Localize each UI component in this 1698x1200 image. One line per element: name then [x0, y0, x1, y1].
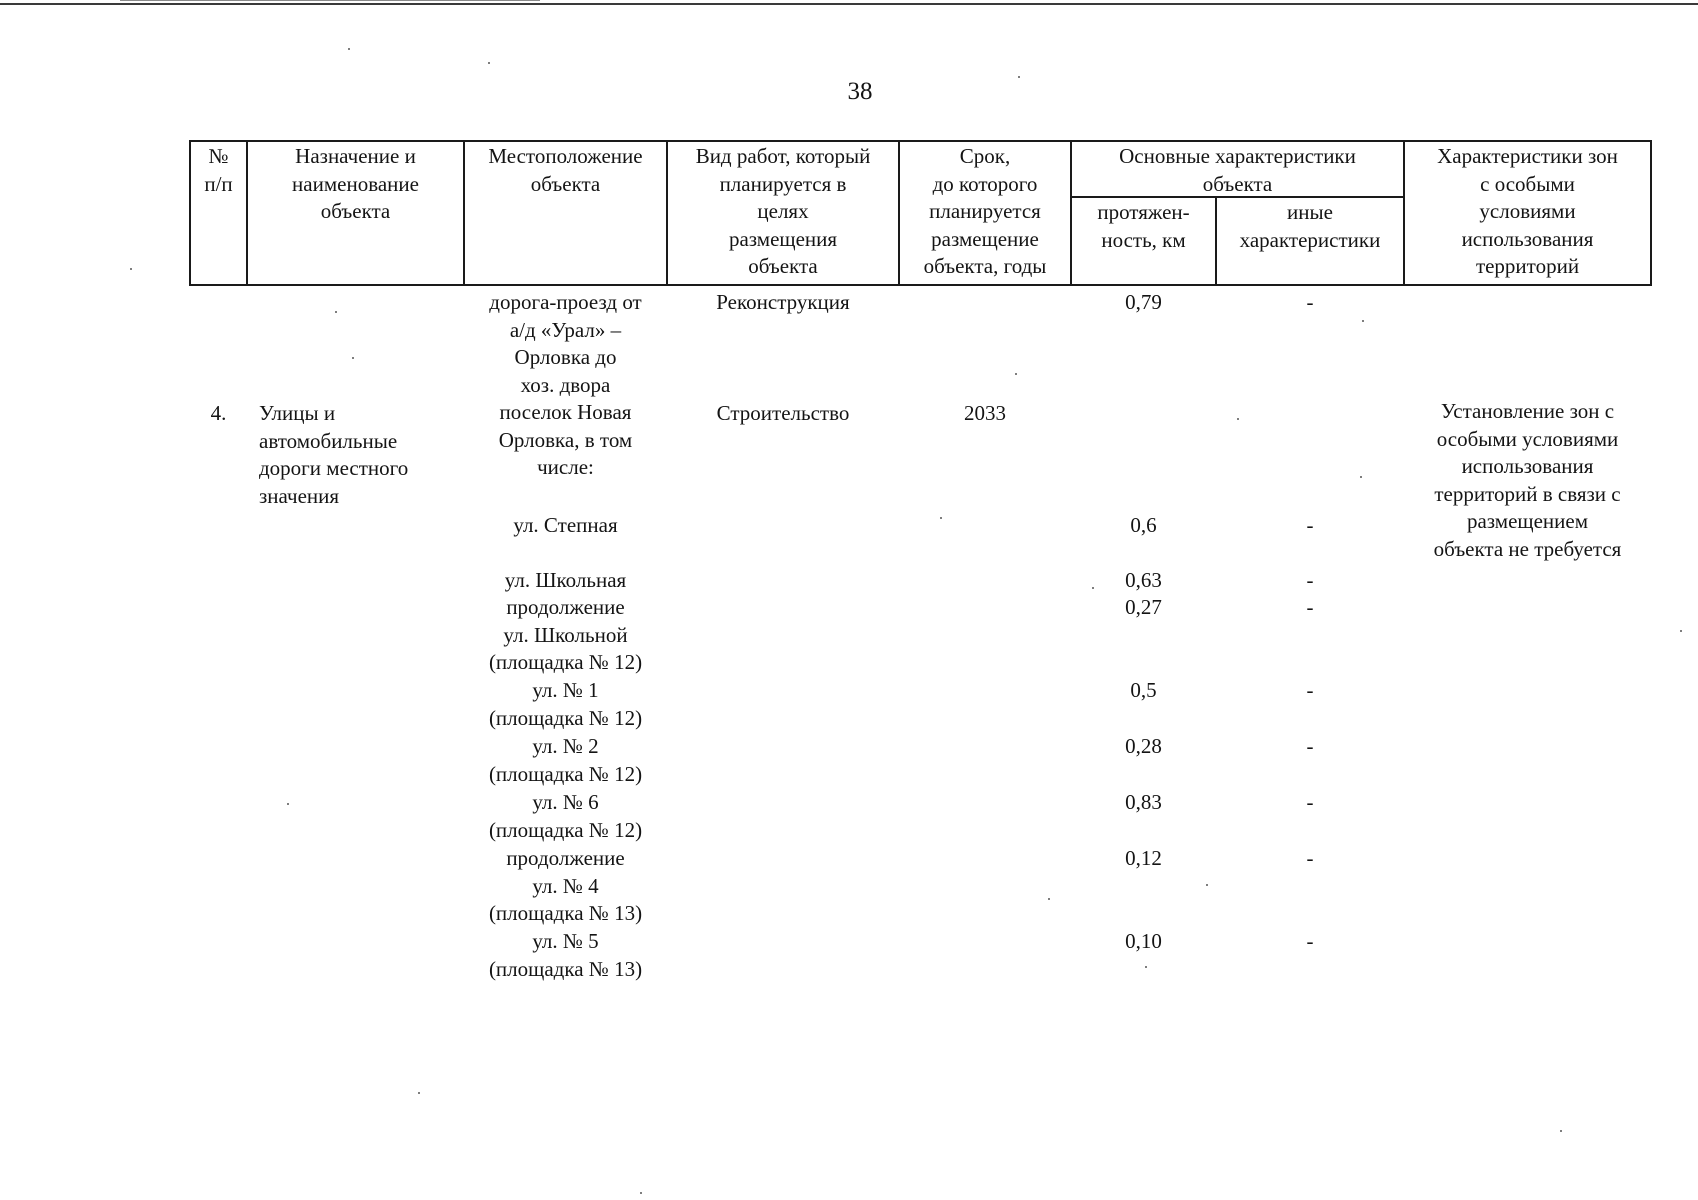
scan-speck [1206, 884, 1208, 886]
scan-speck [1560, 1130, 1562, 1132]
list-item-location: продолжение ул. Школьной (площадка № 12) [488, 595, 643, 674]
top-border-line [0, 3, 1698, 5]
scan-speck [287, 803, 289, 805]
term-year: 2033 [964, 401, 1006, 425]
list-item-other: - [1306, 678, 1314, 702]
work-type-construction: Строительство [716, 401, 850, 425]
row-purpose: Улицы и автомобильные дороги местного значения [259, 401, 409, 508]
scan-speck [1360, 476, 1362, 478]
main-length: 0,79 [1125, 290, 1162, 314]
scan-speck [640, 1192, 642, 1194]
scan-speck [488, 62, 490, 64]
location-main: дорога-проезд от а/д «Урал» – Орловка до хоз. двора поселок Новая Орловка, в том числе: [489, 290, 642, 479]
scan-speck [1145, 966, 1147, 968]
scan-speck [1237, 418, 1239, 420]
list-item-location: ул. № 5 (площадка № 13) [488, 929, 643, 981]
scan-speck [348, 48, 350, 50]
header-col-main-characteristics: Основные характеристики объекта [1119, 144, 1356, 196]
list-item-other: - [1306, 568, 1314, 592]
zones-text: Установление зон с особыми условиями использования территорий в связи с размещением объекта не требуется [1433, 399, 1622, 561]
list-item-length: 0,63 [1125, 568, 1162, 592]
header-col-term: Срок, до которого планируется размещение объекта, годы [923, 144, 1047, 278]
scan-speck [1362, 320, 1364, 322]
list-item-length: 0,12 [1125, 846, 1162, 870]
main-other: - [1306, 290, 1314, 314]
header-col-other: иные характеристики [1239, 200, 1381, 252]
page-number: 38 [847, 78, 873, 105]
scan-speck [352, 357, 354, 359]
list-item-length: 0,10 [1125, 929, 1162, 953]
top-border-line-faint [120, 0, 540, 1]
list-item-location: ул. Школьная [504, 568, 627, 592]
list-item-location: продолжение ул. № 4 (площадка № 13) [488, 846, 643, 925]
scan-speck [335, 311, 337, 313]
list-item-other: - [1306, 790, 1314, 814]
row-number: 4. [210, 401, 227, 425]
scan-speck [1048, 898, 1050, 900]
list-item-length: 0,28 [1125, 734, 1162, 758]
header-col-length: протяжен- ность, км [1097, 200, 1190, 252]
scan-speck [1015, 373, 1017, 375]
list-item-other: - [1306, 846, 1314, 870]
list-item-location: ул. № 6 (площадка № 12) [488, 790, 643, 842]
list-item-length: 0,27 [1125, 595, 1162, 619]
header-col-work-type: Вид работ, который планируется в целях размещения объекта [695, 144, 871, 278]
scan-speck [418, 1092, 420, 1094]
scan-speck [1680, 630, 1682, 632]
header-col-number: № п/п [204, 144, 233, 196]
scan-speck [940, 517, 942, 519]
list-item-other: - [1306, 513, 1314, 537]
list-item-length: 0,5 [1130, 678, 1157, 702]
list-item-length: 0,6 [1130, 513, 1157, 537]
list-item-location: ул. № 1 (площадка № 12) [488, 678, 643, 730]
header-col-zones: Характеристики зон с особыми условиями использования территорий [1437, 144, 1618, 278]
list-item-location: ул. № 2 (площадка № 12) [488, 734, 643, 786]
scan-speck [1018, 76, 1020, 78]
scan-speck [130, 268, 132, 270]
list-item-length: 0,83 [1125, 790, 1162, 814]
list-item-other: - [1306, 595, 1314, 619]
list-item-other: - [1306, 929, 1314, 953]
header-col-location: Местоположение объекта [488, 144, 643, 196]
scan-speck [1092, 587, 1094, 589]
work-type-reconstruction: Реконструкция [716, 290, 850, 314]
list-item-location: ул. Степная [513, 513, 618, 537]
header-col-purpose: Назначение и наименование объекта [292, 144, 419, 223]
list-item-other: - [1306, 734, 1314, 758]
